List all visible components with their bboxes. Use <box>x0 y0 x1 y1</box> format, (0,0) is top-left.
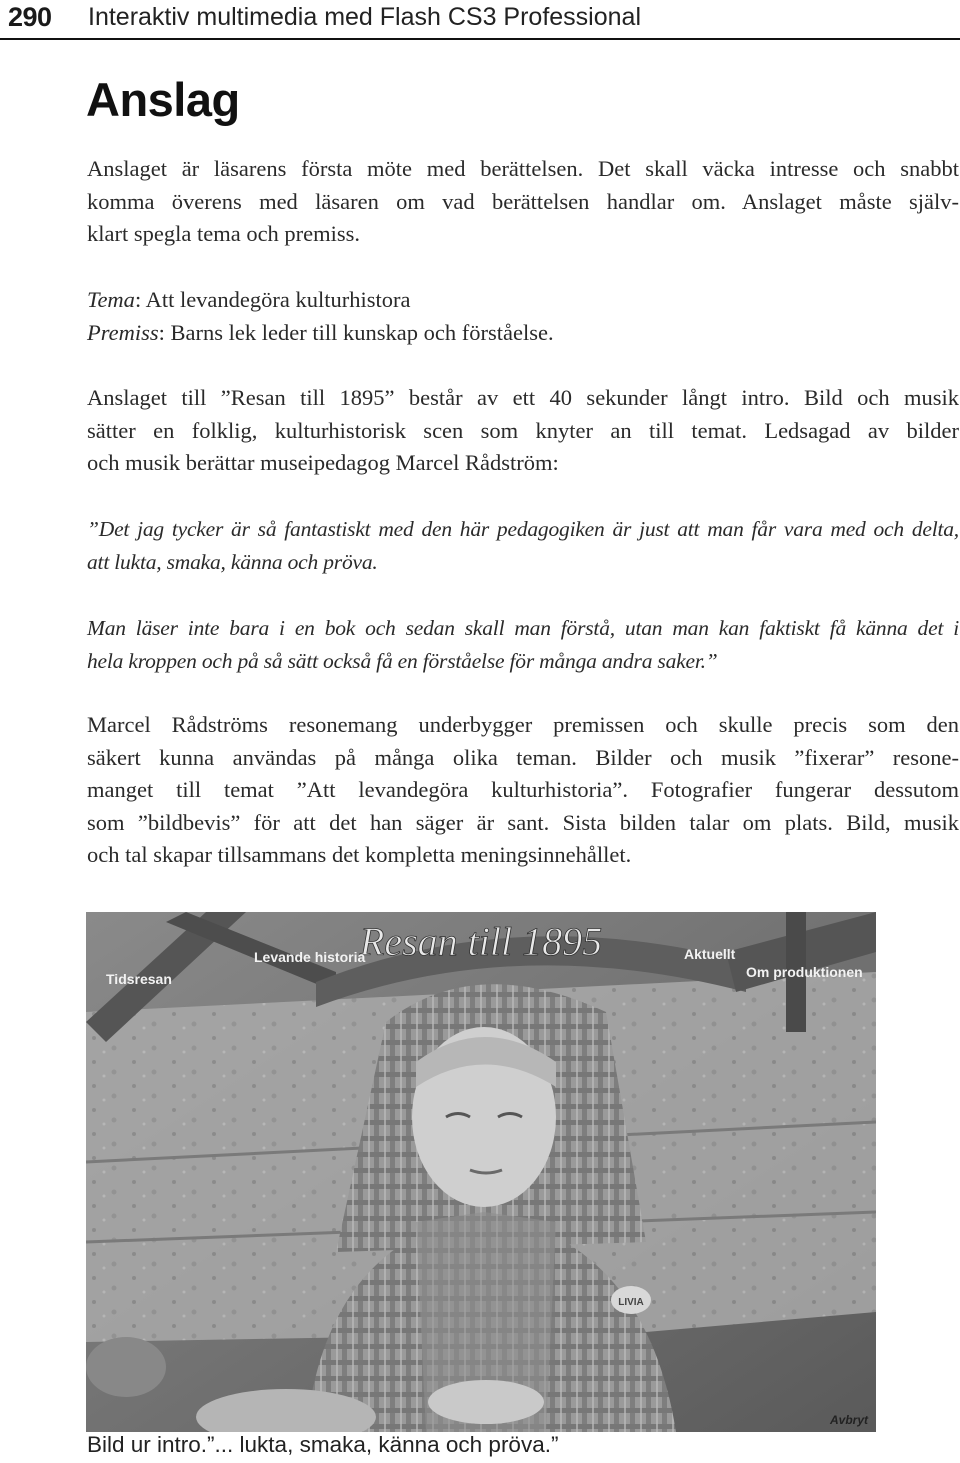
nav-tidsresan[interactable]: Tidsresan <box>106 971 172 987</box>
tema-label: Tema <box>87 287 135 312</box>
intro-screenshot-photo <box>86 912 876 1432</box>
figure-caption: Bild ur intro.”... lukta, smaka, känna och pröva.” <box>87 1432 559 1457</box>
tema-line <box>87 284 959 317</box>
header-rule <box>0 38 960 40</box>
page-number: 290 <box>8 2 52 32</box>
text-line: Marcel Rådströms resonemang underbygger premissen och skulle precis som den <box>87 712 959 737</box>
page-header <box>0 0 960 40</box>
premiss-label: Premiss <box>87 319 159 345</box>
text-line: och musik berättar museipedagog Marcel Rådström: <box>87 450 559 476</box>
nav-aktuellt[interactable]: Aktuellt <box>684 946 736 962</box>
text-line: som ”bildbevis” för att det han säger är sant. Sista bilden talar om plats. Bild, musik <box>87 809 959 835</box>
quote-line: att lukta, smaka, känna och pröva. <box>87 549 378 574</box>
quote-line: hela kroppen och på så sätt också få en förståelse för många andra saker.” <box>87 648 718 673</box>
nav-levande-historia[interactable]: Levande historia <box>254 949 366 965</box>
text-line: klart spegla tema och premiss. <box>87 221 361 247</box>
text-line: manget till temat ”Att levandegöra kulturhistoria”. Fotografier fungerar dessutom <box>87 777 959 803</box>
name-tag-text: LIVIA <box>618 1297 644 1308</box>
quote-line: Man läser inte bara i en bok och sedan skall man förstå, utan man kan faktiskt få känna det i <box>87 616 959 640</box>
premiss-line <box>87 317 959 350</box>
hands <box>428 1380 544 1424</box>
quote-paragraph-2 <box>87 612 959 677</box>
tema-text: : Att levandegöra kulturhistora <box>134 287 411 312</box>
section-heading: Anslag <box>86 73 240 126</box>
bread <box>86 1337 166 1397</box>
text-line: Anslaget är läsarens första möte med berättelsen. Det skall väcka intresse och snabbt <box>87 156 959 181</box>
intro-paragraph <box>87 153 959 251</box>
intro-description-paragraph <box>87 382 959 480</box>
text-line: säkert kunna användas på många olika teman. Bilder och musik ”fixerar” resone- <box>87 744 959 770</box>
nav-om-produktionen[interactable]: Om produktionen <box>746 964 863 980</box>
text-line: Anslaget till ”Resan till 1895” består av ett 40 sekunder långt intro. Bild och musik <box>87 385 959 410</box>
intro-screenshot <box>86 912 876 1432</box>
quote-paragraph-1 <box>87 513 959 578</box>
running-title: Interaktiv multimedia med Flash CS3 Professional <box>88 3 642 31</box>
conclusion-paragraph <box>87 709 959 872</box>
skip-intro-button[interactable]: Avbryt <box>830 1413 869 1427</box>
text-line: och tal skapar tillsammans det kompletta meningsinnehållet. <box>87 842 632 868</box>
premiss-text: : Barns lek leder till kunskap och förståelse. <box>158 319 554 345</box>
text-line: sätter en folklig, kulturhistorisk scen som knyter an till temat. Ledsagad av bilder <box>87 417 959 443</box>
text-line: komma överens med läsaren om vad berättelsen handlar om. Anslaget måste själv- <box>87 188 959 214</box>
quote-line: ”Det jag tycker är så fantastiskt med den här pedagogiken är just att man får vara med och delta, <box>87 517 959 541</box>
intro-title: Resan till 1895 <box>359 919 603 964</box>
definitions <box>87 284 959 349</box>
